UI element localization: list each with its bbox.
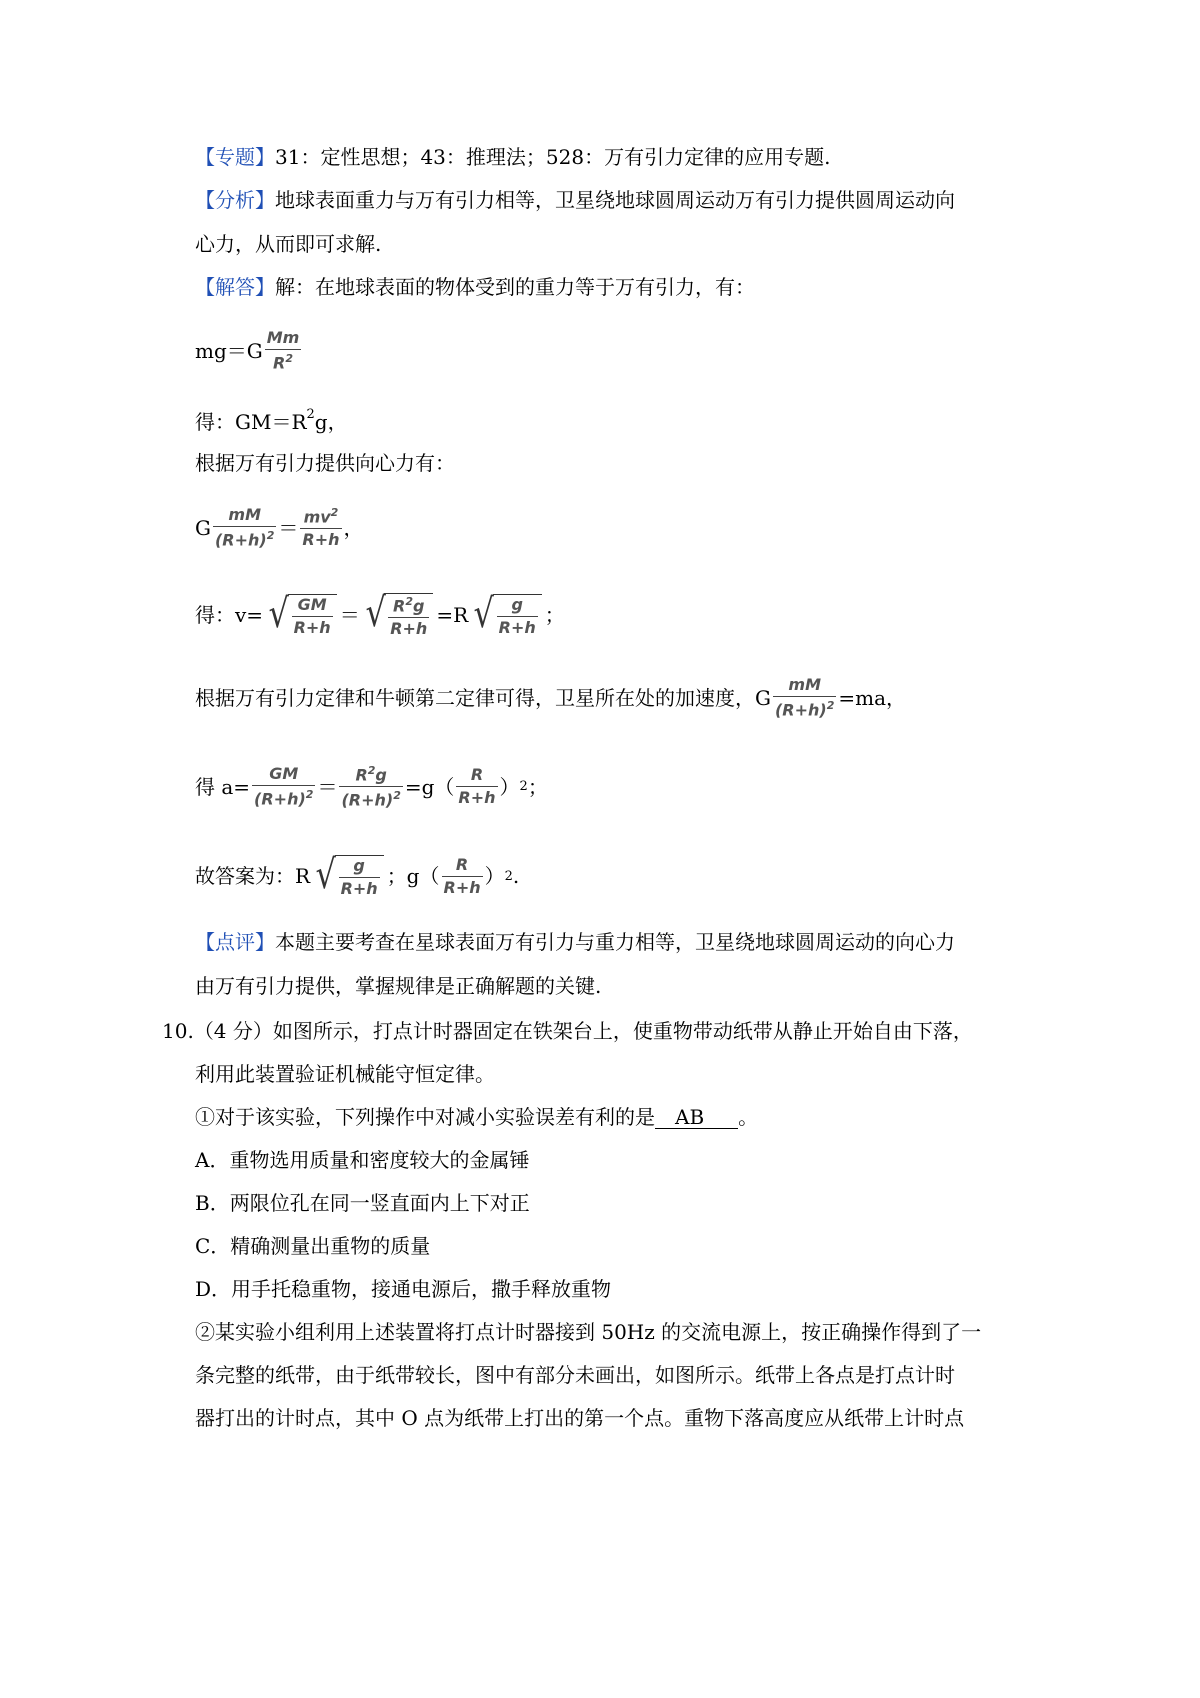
question-10-line-1: 10.（4 分）如图所示，打点计时器固定在铁架台上，使重物带动纸带从静止开始自由下落， — [162, 1019, 973, 1043]
accel-fraction: $\frac{mM}{(R+h)^2}$ — [774, 675, 835, 720]
sub-question-2-line-3: 器打出的计时点，其中 O 点为纸带上打出的第一个点。重物下落高度应从纸带上计时点 — [195, 1406, 965, 1430]
sub-question-2-line-1: ②某实验小组利用上述装置将打点计时器接到 50Hz 的交流电源上，按正确操作得到了一 — [195, 1320, 982, 1344]
eq1-lhs: mg＝G — [195, 338, 263, 363]
answer-blank: AB — [655, 1107, 738, 1129]
comment-tag: 【点评】 — [195, 930, 275, 954]
eq5-fraction-2: $\frac{R^2g}{(R+h)^2}$ — [341, 764, 401, 810]
equation-5: 得 a= $\frac{GM}{(R+h)^2}$ ＝ $\frac{R^2g}{(R+h)^2}$ =g（ $\frac{R}{R+h}$ ） 2 ； — [195, 764, 548, 810]
sub-question-1: ①对于该实验，下列操作中对减小实验误差有利的是 AB 。 — [195, 1105, 759, 1129]
equation-4: 得：v= √ $\frac{GM}{R+h}$ ＝ √ $\frac{R^2g}{R+h}$ =R √ $\frac{g}{R+h}$ ； — [195, 590, 565, 639]
option-a: A．重物选用质量和密度较大的金属锤 — [195, 1148, 530, 1172]
analysis-line-2: 心力，从而即可求解. — [195, 232, 382, 256]
topic-tag: 【专题】 — [195, 145, 275, 169]
analysis-line-1 — [195, 190, 955, 210]
answer-intro-text: 解：在地球表面的物体受到的重力等于万有引力，有： — [275, 275, 755, 299]
topic-line — [195, 147, 830, 167]
centripetal-line: 根据万有引力提供向心力有： — [195, 451, 455, 475]
analysis-text-1: 地球表面重力与万有引力相等，卫星绕地球圆周运动万有引力提供圆周运动向 — [275, 188, 955, 212]
eq3-fraction-2: $\frac{mv^2}{R+h}$ — [302, 506, 340, 550]
question-number: 10. — [162, 1019, 194, 1043]
eq3-fraction-1: $\frac{mM}{(R+h)^2}$ — [214, 505, 275, 550]
eq1-fraction: $\frac{Mm}{R^2}$ — [266, 328, 300, 373]
final-fraction: $\frac{R}{R+h}$ — [443, 854, 481, 897]
answer-tag: 【解答】 — [195, 275, 275, 299]
eq5-fraction-1: $\frac{GM}{(R+h)^2}$ — [254, 764, 314, 809]
acceleration-line: 根据万有引力定律和牛顿第二定律可得，卫星所在处的加速度，G $\frac{mM}{(R+h)^2}$ =ma， — [195, 675, 907, 720]
final-sqrt: √ $\frac{g}{R+h}$ — [313, 855, 384, 897]
eq4-sqrt-3: √ $\frac{g}{R+h}$ — [471, 594, 542, 636]
sub-question-2-line-2: 条完整的纸带，由于纸带较长，图中有部分未画出，如图所示。纸带上各点是打点计时 — [195, 1363, 955, 1387]
option-b: B．两限位孔在同一竖直面内上下对正 — [195, 1191, 530, 1215]
eq5-fraction-3: $\frac{R}{R+h}$ — [458, 765, 496, 808]
eq4-sqrt-1: √ $\frac{GM}{R+h}$ — [266, 594, 337, 636]
equation-2: 得：$GM=R^2g$， — [195, 407, 348, 434]
topic-text: 31：定性思想；43：推理法；528：万有引力定律的应用专题. — [275, 145, 831, 169]
comment-line-2: 由万有引力提供，掌握规律是正确解题的关键. — [195, 974, 602, 998]
equation-1 — [195, 330, 303, 371]
answer-line — [195, 277, 755, 297]
option-d: D．用手托稳重物，接通电源后，撒手释放重物 — [195, 1277, 612, 1301]
option-c: C．精确测量出重物的质量 — [195, 1234, 431, 1258]
eq1-denominator: R — [273, 353, 286, 373]
equation-3: G $\frac{mM}{(R+h)^2}$ ＝ $\frac{mv^2}{R+h}$ ， — [195, 505, 364, 550]
comment-line-1: 【点评】本题主要考查在星球表面万有引力与重力相等，卫星绕地球圆周运动的向心力 — [195, 930, 955, 954]
eq4-sqrt-2: √ $\frac{R^2g}{R+h}$ — [363, 593, 434, 637]
eq1-numerator: Mm — [266, 328, 300, 347]
final-answer: 故答案为：R √ $\frac{g}{R+h}$ ；g（ $\frac{R}{R+h}$ ） 2 . — [195, 852, 520, 898]
analysis-tag: 【分析】 — [195, 188, 275, 212]
question-10-line-2: 利用此装置验证机械能守恒定律。 — [195, 1062, 495, 1086]
